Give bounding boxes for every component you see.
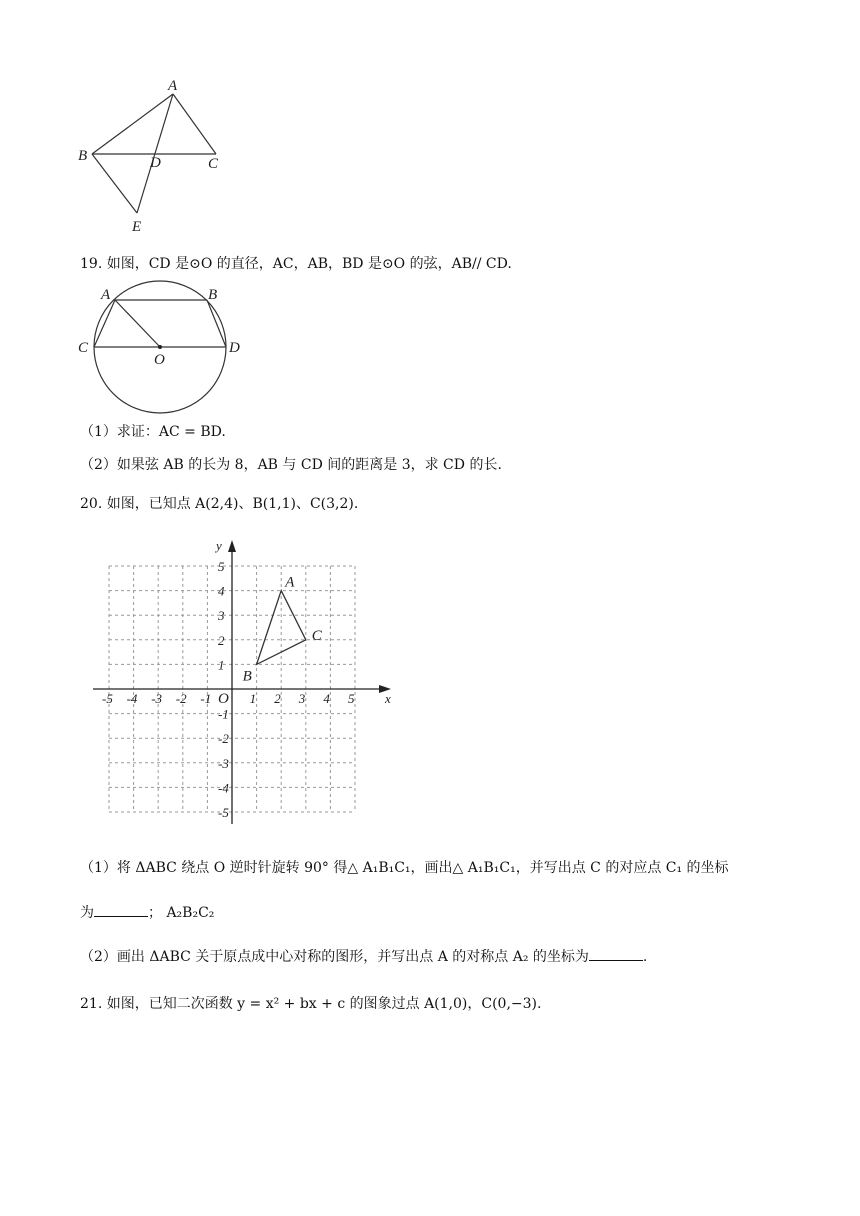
q20-part1-line1: （1）将 ΔABC 绕点 O 逆时针旋转 90° 得△ A₁B₁C₁，画出△ A₁B₁C₁，并写出点 C 的对应点 C₁ 的坐标	[80, 860, 729, 876]
figure-18-triangle	[70, 74, 240, 240]
x-axis-label: x	[385, 691, 391, 706]
answer-blank-c1[interactable]	[94, 902, 148, 917]
x-tick-label: -2	[175, 691, 187, 706]
x-tick-label: 4	[323, 691, 330, 706]
y-tick-label: -4	[218, 780, 229, 796]
origin-label: O	[218, 691, 229, 707]
q20-part1-prefix: 为	[80, 905, 94, 921]
x-tick-label: 2	[274, 691, 281, 706]
y-tick-label: 5	[218, 559, 225, 574]
q19-stem: 19. 如图，CD 是⊙O 的直径，AC，AB，BD 是⊙O 的弦，AB// CD.	[80, 256, 512, 272]
y-tick-label: -2	[218, 731, 229, 747]
q19-part2: （2）如果弦 AB 的长为 8，AB 与 CD 间的距离是 3，求 CD 的长.	[80, 457, 502, 473]
q20-part2-suffix: .	[642, 949, 648, 965]
point-label-B: B	[242, 668, 252, 685]
y-tick-label: -1	[218, 706, 229, 722]
point-label-D: D	[229, 340, 240, 356]
point-label-C: C	[78, 340, 89, 356]
point-label-C: C	[208, 156, 219, 172]
point-label-B: B	[208, 287, 218, 303]
q20-part1-line2	[80, 902, 214, 923]
point-label-O: O	[154, 352, 165, 368]
figure-19-circle	[72, 280, 252, 426]
q20-stem: 20. 如图，已知点 A(2,4)、B(1,1)、C(3,2).	[80, 496, 359, 512]
y-tick-label: 4	[218, 583, 225, 599]
y-axis-label: y	[216, 538, 222, 553]
y-tick-label: 1	[218, 657, 225, 673]
figure-20-coordinate-grid	[80, 530, 400, 830]
y-tick-label: 2	[218, 632, 225, 648]
point-label-A: A	[168, 78, 178, 94]
y-tick-label: 3	[218, 608, 225, 624]
q20-part2	[80, 946, 647, 967]
y-tick-label: -5	[218, 805, 229, 820]
point-label-A: A	[101, 287, 111, 303]
q20-part2-text: （2）画出 ΔABC 关于原点成中心对称的图形，并写出点 A 的对称点 A₂ 的坐标为	[80, 949, 589, 965]
x-tick-label: 3	[298, 691, 306, 706]
y-tick-label: -3	[218, 755, 229, 771]
point-label-A: A	[285, 574, 295, 591]
y-axis-arrow	[228, 540, 236, 552]
q20-part1-suffix: ； A₂B₂C₂	[148, 905, 215, 921]
x-tick-label: -5	[102, 691, 113, 706]
x-tick-label: -1	[200, 691, 212, 706]
x-tick-label: 1	[249, 691, 257, 706]
answer-blank-a2[interactable]	[589, 946, 643, 961]
q19-part1: （1）求证：AC = BD.	[80, 424, 226, 440]
point-label-C: C	[311, 627, 322, 644]
point-label-E: E	[132, 219, 142, 235]
point-label-B: B	[78, 148, 88, 164]
x-tick-label: -4	[126, 691, 138, 706]
x-tick-label: -3	[151, 691, 163, 706]
point-label-D: D	[150, 155, 161, 171]
q21-stem: 21. 如图，已知二次函数 y = x² + bx + c 的图象过点 A(1,0)，C(0,−3).	[80, 996, 542, 1012]
x-tick-label: 5	[348, 691, 355, 706]
